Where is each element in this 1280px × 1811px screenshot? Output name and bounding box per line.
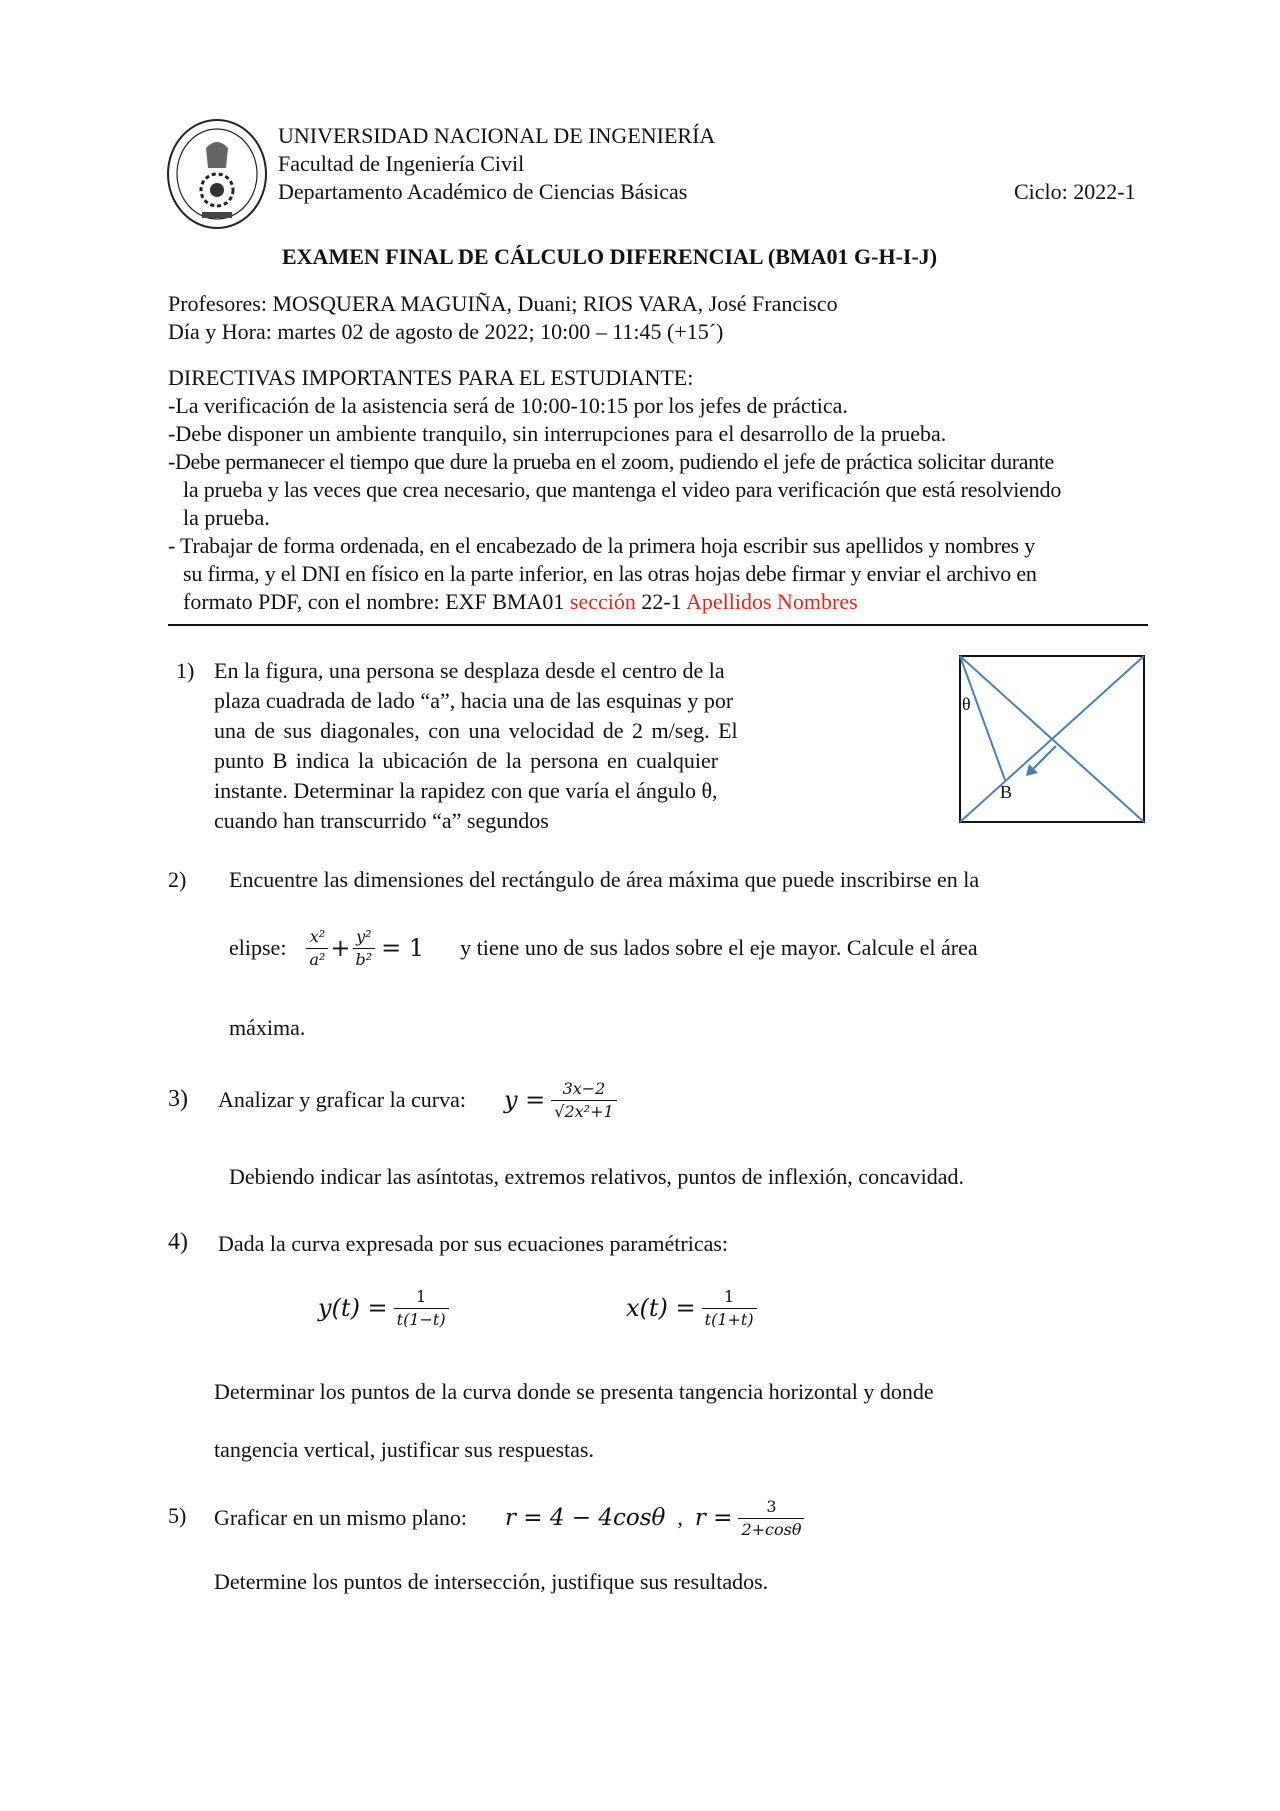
y-param-denominator: t(1−t): [394, 1308, 449, 1329]
directive-line: la prueba.: [183, 505, 270, 530]
faculty-name: Facultad de Ingeniería Civil: [278, 151, 525, 176]
filename-section: sección: [569, 589, 636, 614]
directive-line: -La verificación de la asistencia será de 10:00-10:15 por los jefes de práctica.: [168, 393, 848, 418]
y-param-fraction: [394, 1288, 449, 1329]
filename-names: Apellidos Nombres: [685, 589, 858, 614]
directive-line: la prueba y las veces que crea necesario, que mantenga el video para verificación que está resolviendo: [183, 477, 1062, 502]
problem-1-line: instante. Determinar la rapidez con que varía el ángulo θ,: [214, 778, 718, 803]
equation-separator: ,: [677, 1505, 683, 1530]
x-param-lhs: x(t) =: [626, 1294, 696, 1322]
y-param-numerator: 1: [416, 1286, 427, 1306]
problem-3-row: [218, 1068, 617, 1132]
problem-3-line: Debiendo indicar las asíntotas, extremos relativos, puntos de inflexión, concavidad.: [229, 1164, 964, 1189]
figure-b-label: B: [1000, 782, 1013, 802]
conic-lhs: r =: [694, 1505, 733, 1531]
conic-denominator: 2+cosθ: [738, 1518, 804, 1539]
x-param-fraction: [702, 1288, 757, 1329]
problem-3-text: Analizar y graficar la curva:: [218, 1087, 466, 1112]
problem-4-line: Determinar los puntos de la curva donde se presenta tangencia horizontal y donde: [214, 1379, 934, 1404]
x-numerator: x²: [309, 926, 326, 946]
problem-1-line: En la figura, una persona se desplaza desde el centro de la: [214, 658, 725, 683]
ellipse-rhs: = 1: [381, 934, 425, 962]
curve-fraction: [551, 1080, 616, 1121]
problem-2-ellipse-row: [229, 918, 978, 978]
problem-4-line: tangencia vertical, justificar sus respuestas.: [214, 1437, 594, 1462]
curve-denominator: √2x²+1: [551, 1100, 616, 1121]
problem-5-row: [214, 1486, 804, 1550]
problem-4-number: 4): [168, 1229, 188, 1255]
curve-lhs: y =: [503, 1086, 546, 1114]
directives-heading: DIRECTIVAS IMPORTANTES PARA EL ESTUDIANTE:: [168, 365, 694, 390]
cycle: Ciclo: 2022-1: [1014, 179, 1136, 204]
problem-1-line: una de sus diagonales, con una velocidad de 2 m/seg. El: [214, 718, 738, 743]
x-denominator: a²: [306, 948, 328, 969]
problem-4-text: Dada la curva expresada por sus ecuaciones paramétricas:: [218, 1231, 729, 1256]
problem-1-line: punto B indica la ubicación de la persona en cualquier: [214, 748, 719, 773]
problem-5-number: 5): [168, 1503, 187, 1528]
curve-numerator: 3x−2: [562, 1078, 606, 1098]
plus-sign: +: [330, 934, 351, 962]
x-param-equation: [626, 1276, 757, 1340]
ellipse-label: elipse:: [229, 935, 287, 960]
figure-theta-label: θ: [962, 694, 971, 714]
problem-1-line: plaza cuadrada de lado “a”, hacia una de las esquinas y por: [214, 688, 734, 713]
problem-5-line: Determine los puntos de intersección, justifique sus resultados.: [214, 1569, 769, 1594]
y-param-lhs: y(t) =: [318, 1294, 388, 1322]
date-time: Día y Hora: martes 02 de agosto de 2022; 10:00 – 11:45 (+15´): [168, 319, 724, 344]
y-denominator: b²: [353, 948, 376, 969]
x-param-denominator: t(1+t): [702, 1308, 757, 1329]
conic-fraction: [738, 1498, 804, 1539]
problem-2-line: Encuentre las dimensiones del rectángulo de área máxima que puede inscribirse en la: [229, 867, 980, 892]
directive-line: - Trabajar de forma ordenada, en el encabezado de la primera hoja escribir sus apellidos y nombres y: [168, 533, 1036, 558]
filename-mid: 22-1: [635, 589, 686, 614]
y-param-equation: [318, 1276, 449, 1340]
directive-line: -Debe permanecer el tiempo que dure la prueba en el zoom, pudiendo el jefe de práctica solicitar durante: [168, 449, 1054, 474]
directive-last-line: [183, 588, 858, 616]
problem-1-line: cuando han transcurrido “a” segundos: [214, 808, 549, 833]
professors: Profesores: MOSQUERA MAGUIÑA, Duani; RIOS VARA, José Francisco: [168, 291, 838, 316]
problem-2-number: 2): [168, 867, 187, 892]
directive-line: -Debe disponer un ambiente tranquilo, sin interrupciones para el desarrollo de la prueba.: [168, 421, 947, 446]
separator-rule: [168, 624, 1148, 626]
plaza-figure: [958, 654, 1148, 826]
x-fraction: [306, 928, 328, 969]
y-numerator: y²: [356, 926, 372, 946]
university-name: UNIVERSIDAD NACIONAL DE INGENIERÍA: [278, 123, 716, 148]
conic-numerator: 3: [766, 1496, 777, 1516]
problem-1-number: 1): [176, 658, 195, 683]
exam-title: EXAMEN FINAL DE CÁLCULO DIFERENCIAL (BMA01 G-H-I-J): [282, 244, 938, 269]
problem-5-text: Graficar en un mismo plano:: [214, 1505, 467, 1530]
problem-3-number: 3): [168, 1086, 188, 1112]
filename-prefix: formato PDF, con el nombre: EXF BMA01: [183, 589, 570, 614]
y-fraction: [353, 928, 376, 969]
problem-2-line: máxima.: [229, 1015, 306, 1040]
directive-line: su firma, y el DNI en físico en la parte inferior, en las otras hojas debe firmar y enviar el archivo en: [183, 561, 1037, 586]
problem-2-line: y tiene uno de sus lados sobre el eje mayor. Calcule el área: [460, 935, 978, 960]
x-param-numerator: 1: [724, 1286, 735, 1306]
university-seal: [166, 118, 268, 230]
cardioid-equation: r = 4 − 4cosθ: [504, 1505, 666, 1531]
department-name: Departamento Académico de Ciencias Básicas: [278, 179, 688, 204]
